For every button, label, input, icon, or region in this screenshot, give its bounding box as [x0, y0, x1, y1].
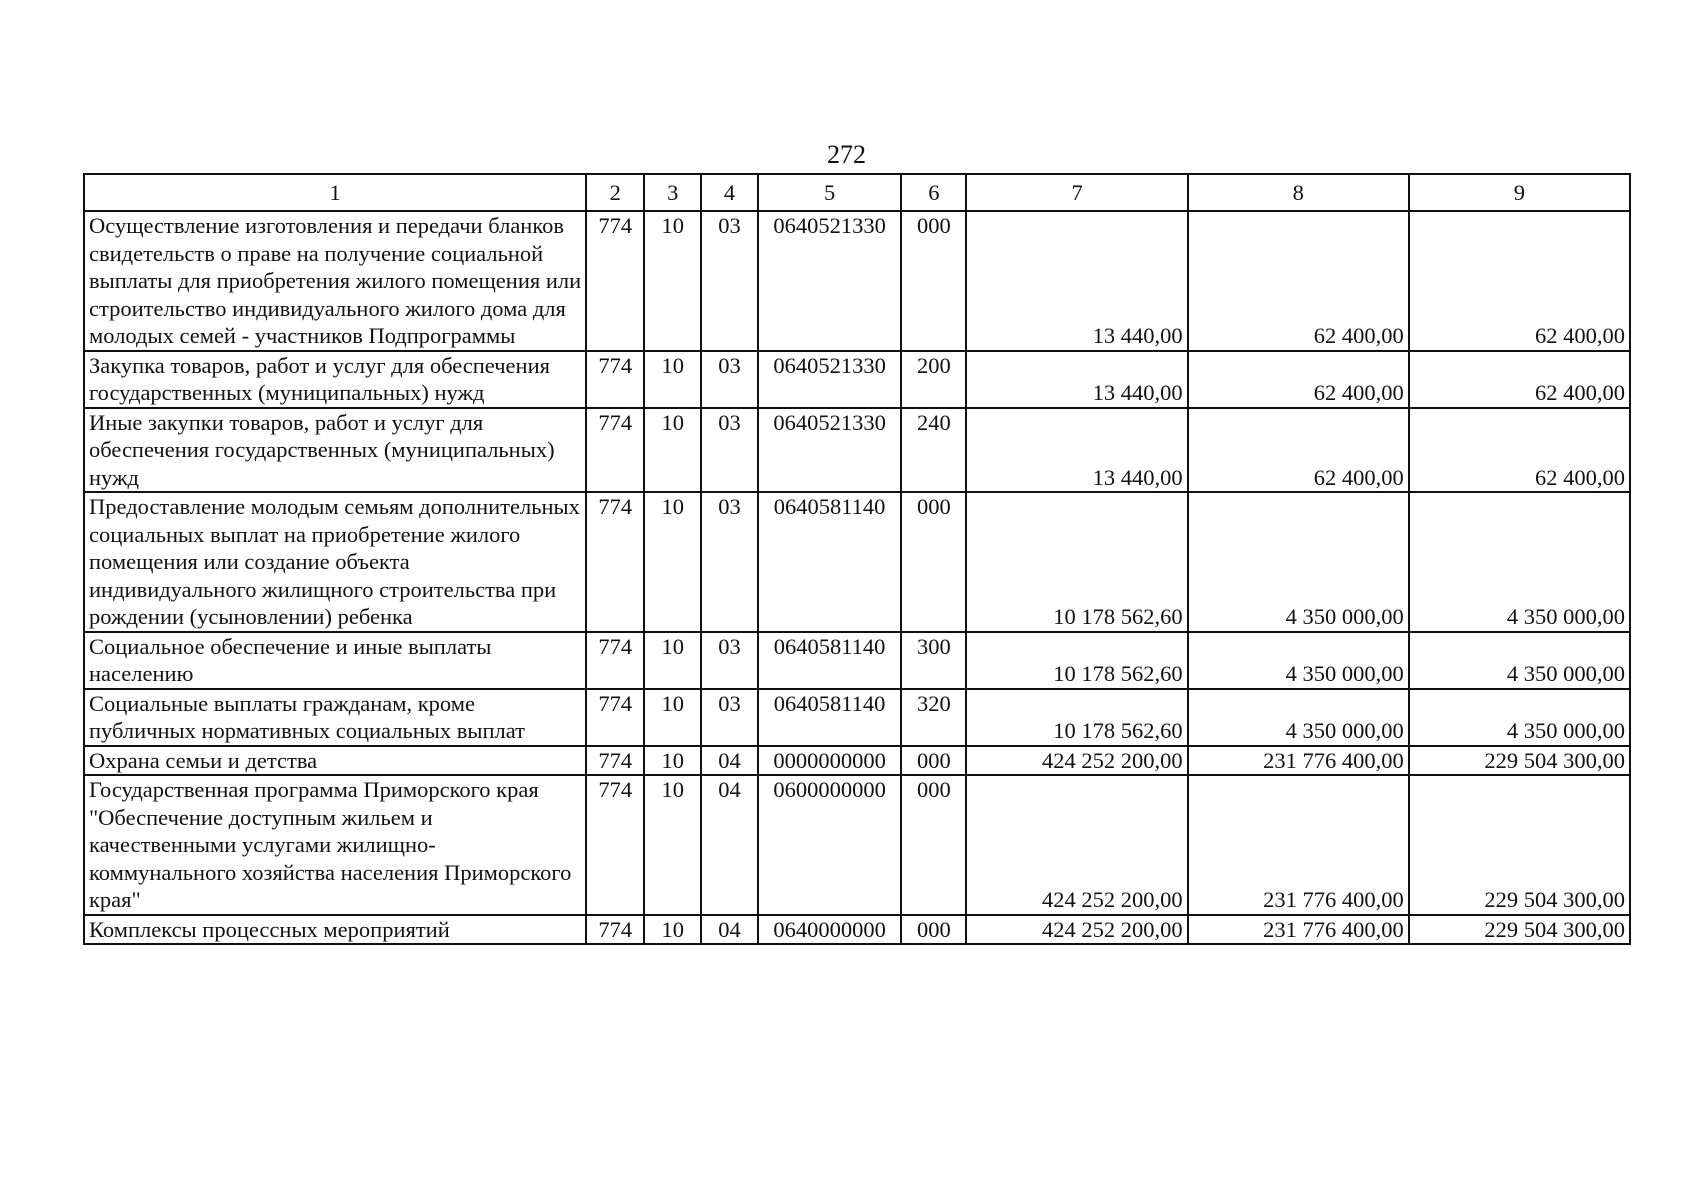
section-code: 10	[644, 746, 701, 776]
row-name: Государственная программа Приморского края "Обеспечение доступным жильем и качественными услугами жилищно-коммунального хозяйства населения Приморского края"	[84, 775, 586, 915]
amount-col-8: 62 400,00	[1188, 408, 1409, 493]
target-article-code: 0640521330	[758, 211, 901, 351]
subsection-code: 04	[701, 775, 758, 915]
target-article-code: 0640521330	[758, 408, 901, 493]
amount-col-8: 4 350 000,00	[1188, 689, 1409, 746]
grbs-code: 774	[586, 632, 644, 689]
amount-col-8: 62 400,00	[1188, 351, 1409, 408]
target-article-code: 0640000000	[758, 915, 901, 945]
amount-col-9: 4 350 000,00	[1409, 689, 1630, 746]
target-article-code: 0640581140	[758, 689, 901, 746]
column-header: 1	[84, 174, 586, 211]
row-name: Социальное обеспечение и иные выплаты населению	[84, 632, 586, 689]
row-name: Предоставление молодым семьям дополнительных социальных выплат на приобретение жилого помещения или создание объекта индивидуального жилищного строительства при рождении (усыновлении) ребенка	[84, 492, 586, 632]
column-header: 8	[1188, 174, 1409, 211]
header-row	[84, 174, 1630, 211]
row-name: Иные закупки товаров, работ и услуг для обеспечения государственных (муниципальных) нужд	[84, 408, 586, 493]
table-row	[84, 492, 1630, 632]
amount-col-9: 229 504 300,00	[1409, 775, 1630, 915]
section-code: 10	[644, 408, 701, 493]
grbs-code: 774	[586, 915, 644, 945]
table-row	[84, 351, 1630, 408]
section-code: 10	[644, 351, 701, 408]
amount-col-8: 231 776 400,00	[1188, 746, 1409, 776]
amount-col-7: 424 252 200,00	[966, 775, 1187, 915]
amount-col-7: 13 440,00	[966, 408, 1187, 493]
table-row	[84, 408, 1630, 493]
expense-type-code: 000	[901, 775, 966, 915]
subsection-code: 04	[701, 915, 758, 945]
table-row	[84, 746, 1630, 776]
budget-table	[83, 173, 1631, 945]
amount-col-8: 4 350 000,00	[1188, 492, 1409, 632]
amount-col-7: 13 440,00	[966, 351, 1187, 408]
subsection-code: 03	[701, 351, 758, 408]
grbs-code: 774	[586, 408, 644, 493]
target-article-code: 0600000000	[758, 775, 901, 915]
grbs-code: 774	[586, 211, 644, 351]
expense-type-code: 240	[901, 408, 966, 493]
row-name: Осуществление изготовления и передачи бланков свидетельств о праве на получение социальной выплаты для приобретения жилого помещения или строительство индивидуального жилого дома для молодых семей - участников Подпрограммы	[84, 211, 586, 351]
grbs-code: 774	[586, 351, 644, 408]
amount-col-9: 229 504 300,00	[1409, 915, 1630, 945]
amount-col-9: 4 350 000,00	[1409, 632, 1630, 689]
column-header: 7	[966, 174, 1187, 211]
amount-col-9: 62 400,00	[1409, 211, 1630, 351]
column-header: 3	[644, 174, 701, 211]
expense-type-code: 300	[901, 632, 966, 689]
row-name: Закупка товаров, работ и услуг для обеспечения государственных (муниципальных) нужд	[84, 351, 586, 408]
grbs-code: 774	[586, 775, 644, 915]
amount-col-9: 62 400,00	[1409, 351, 1630, 408]
amount-col-9: 4 350 000,00	[1409, 492, 1630, 632]
column-header: 9	[1409, 174, 1630, 211]
section-code: 10	[644, 632, 701, 689]
amount-col-8: 231 776 400,00	[1188, 775, 1409, 915]
column-header: 6	[901, 174, 966, 211]
expense-type-code: 000	[901, 492, 966, 632]
expense-type-code: 200	[901, 351, 966, 408]
table-row	[84, 211, 1630, 351]
amount-col-7: 10 178 562,60	[966, 632, 1187, 689]
table-row	[84, 689, 1630, 746]
subsection-code: 03	[701, 632, 758, 689]
amount-col-7: 424 252 200,00	[966, 746, 1187, 776]
section-code: 10	[644, 211, 701, 351]
amount-col-9: 229 504 300,00	[1409, 746, 1630, 776]
target-article-code: 0000000000	[758, 746, 901, 776]
amount-col-7: 424 252 200,00	[966, 915, 1187, 945]
row-name: Комплексы процессных мероприятий	[84, 915, 586, 945]
table-row	[84, 632, 1630, 689]
expense-type-code: 000	[901, 211, 966, 351]
grbs-code: 774	[586, 492, 644, 632]
subsection-code: 03	[701, 408, 758, 493]
amount-col-7: 10 178 562,60	[966, 492, 1187, 632]
column-header: 4	[701, 174, 758, 211]
subsection-code: 03	[701, 211, 758, 351]
column-header: 5	[758, 174, 901, 211]
column-header: 2	[586, 174, 644, 211]
expense-type-code: 320	[901, 689, 966, 746]
section-code: 10	[644, 689, 701, 746]
target-article-code: 0640581140	[758, 492, 901, 632]
row-name: Социальные выплаты гражданам, кроме публичных нормативных социальных выплат	[84, 689, 586, 746]
subsection-code: 04	[701, 746, 758, 776]
amount-col-8: 4 350 000,00	[1188, 632, 1409, 689]
page-number: 272	[827, 140, 866, 169]
section-code: 10	[644, 915, 701, 945]
amount-col-8: 62 400,00	[1188, 211, 1409, 351]
amount-col-8: 231 776 400,00	[1188, 915, 1409, 945]
subsection-code: 03	[701, 689, 758, 746]
table-row	[84, 915, 1630, 945]
amount-col-7: 13 440,00	[966, 211, 1187, 351]
row-name: Охрана семьи и детства	[84, 746, 586, 776]
target-article-code: 0640581140	[758, 632, 901, 689]
amount-col-9: 62 400,00	[1409, 408, 1630, 493]
amount-col-7: 10 178 562,60	[966, 689, 1187, 746]
target-article-code: 0640521330	[758, 351, 901, 408]
expense-type-code: 000	[901, 915, 966, 945]
grbs-code: 774	[586, 746, 644, 776]
section-code: 10	[644, 492, 701, 632]
table-row	[84, 775, 1630, 915]
expense-type-code: 000	[901, 746, 966, 776]
section-code: 10	[644, 775, 701, 915]
subsection-code: 03	[701, 492, 758, 632]
grbs-code: 774	[586, 689, 644, 746]
